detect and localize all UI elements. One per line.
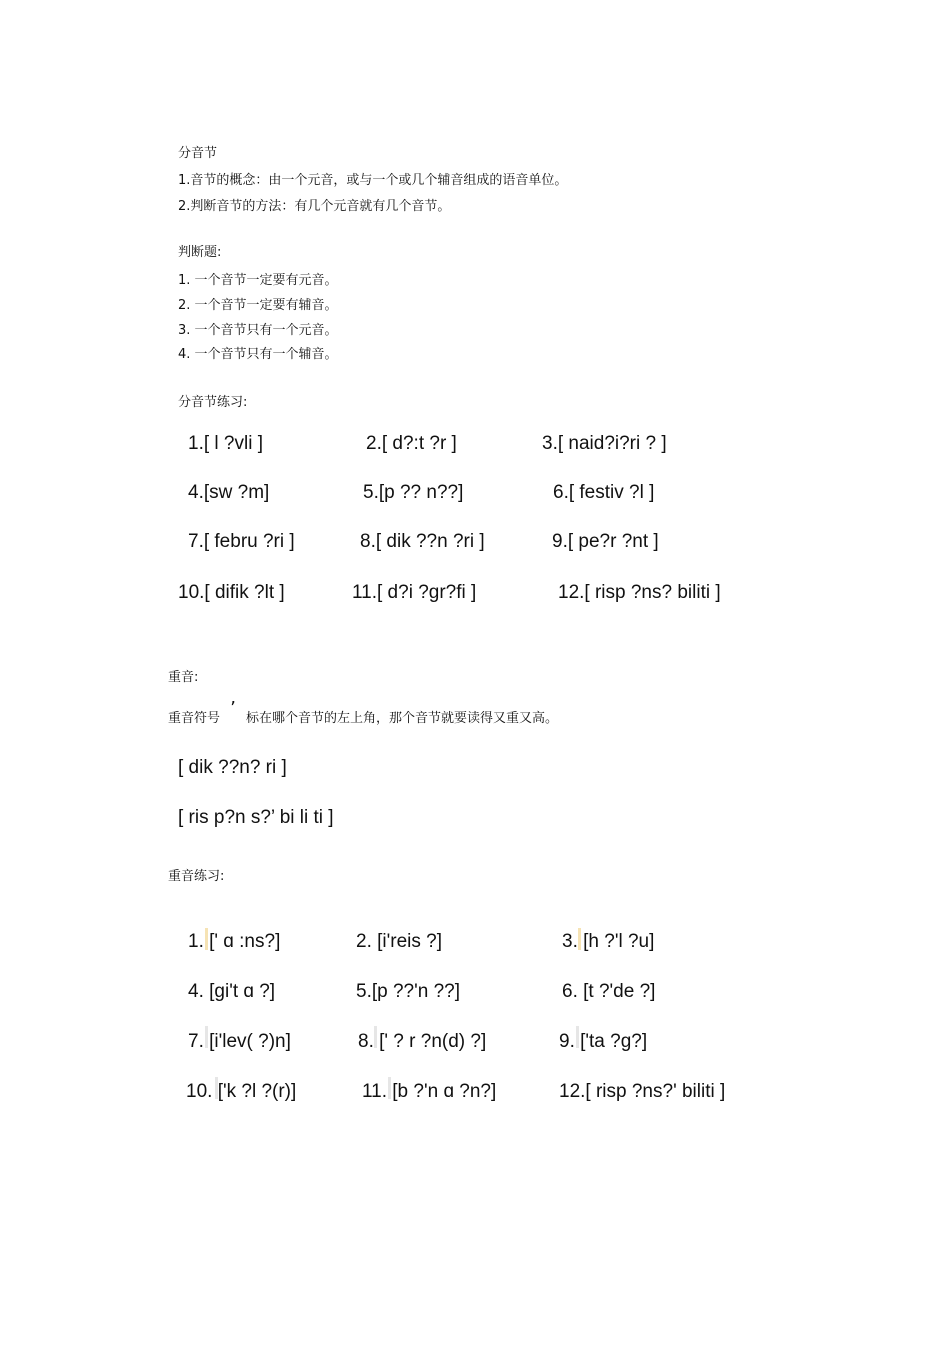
stress-exercise-item: 6. [t ?'de ?]: [562, 981, 656, 1002]
stress-exercise-item: 4. [gi't ɑ ?]: [188, 981, 276, 1002]
syllable-exercise-item: 6.[ festiv ?l ]: [553, 482, 655, 503]
practice1-title: 分音节练习:: [178, 395, 248, 410]
stress-symbol: ’: [230, 698, 236, 719]
judge-item: 1. 一个音节一定要有元音。: [178, 273, 338, 288]
section-title-syllable: 分音节: [178, 146, 218, 161]
syllable-exercise-item: 10.[ difik ?lt ]: [178, 582, 285, 603]
syllable-exercise-item: 12.[ risp ?ns? biliti ]: [558, 582, 721, 603]
judge-item: 3. 一个音节只有一个元音。: [178, 323, 338, 338]
syllable-exercise-item: 7.[ febru ?ri ]: [188, 531, 295, 552]
stress-exercise-item: 3. [h ?'l ?u]: [562, 931, 655, 952]
stress-desc-after: 标在哪个音节的左上角，那个音节就要读得又重又高。: [246, 711, 559, 726]
stress-exercise-item: 12.[ risp ?ns?' biliti ]: [559, 1081, 726, 1102]
syllable-definition: 1.音节的概念：由一个元音，或与一个或几个辅音组成的语音单位。: [178, 173, 568, 188]
stress-example: [ dik ??n? ri ]: [178, 757, 287, 778]
judge-item: 4. 一个音节只有一个辅音。: [178, 347, 338, 362]
syllable-exercise-item: 9.[ pe?r ?nt ]: [552, 531, 659, 552]
stress-description: [168, 698, 559, 727]
syllable-exercise-item: 1.[ l ?vli ]: [188, 433, 263, 454]
judge-item: 2. 一个音节一定要有辅音。: [178, 298, 338, 313]
stress-exercise-item: 9. ['ta ?g?]: [559, 1031, 648, 1052]
syllable-exercise-item: 8.[ dik ??n ?ri ]: [360, 531, 485, 552]
stress-exercise-item: 11. [b ?'n ɑ ?n?]: [362, 1081, 497, 1102]
stress-exercise-item: 8. [' ? r ?n(d) ?]: [358, 1031, 487, 1052]
stress-exercise-item: 2. [i'reis ?]: [356, 931, 442, 952]
stress-exercise-item: 7. [i'lev( ?)n]: [188, 1031, 291, 1052]
stress-title: 重音:: [168, 670, 199, 685]
stress-exercise-item: 5.[p ??'n ??]: [356, 981, 460, 1002]
stress-example: [ ris p?n s?’ bi li ti ]: [178, 807, 334, 828]
syllable-exercise-item: 4.[sw ?m]: [188, 482, 270, 503]
stress-desc-before: 重音符号: [168, 711, 221, 726]
judge-title: 判断题:: [178, 245, 222, 260]
syllable-exercise-item: 5.[p ?? n??]: [363, 482, 464, 503]
practice2-title: 重音练习:: [168, 869, 225, 884]
syllable-rule: 2.判断音节的方法：有几个元音就有几个音节。: [178, 199, 451, 214]
syllable-exercise-item: 3.[ naid?i?ri ? ]: [542, 433, 667, 454]
stress-exercise-item: 1. [' ɑ :ns?]: [188, 931, 281, 952]
syllable-exercise-item: 2.[ d?:t ?r ]: [366, 433, 457, 454]
syllable-exercise-item: 11.[ d?i ?gr?fi ]: [352, 582, 477, 603]
stress-exercise-item: 10. ['k ?l ?(r)]: [186, 1081, 297, 1102]
